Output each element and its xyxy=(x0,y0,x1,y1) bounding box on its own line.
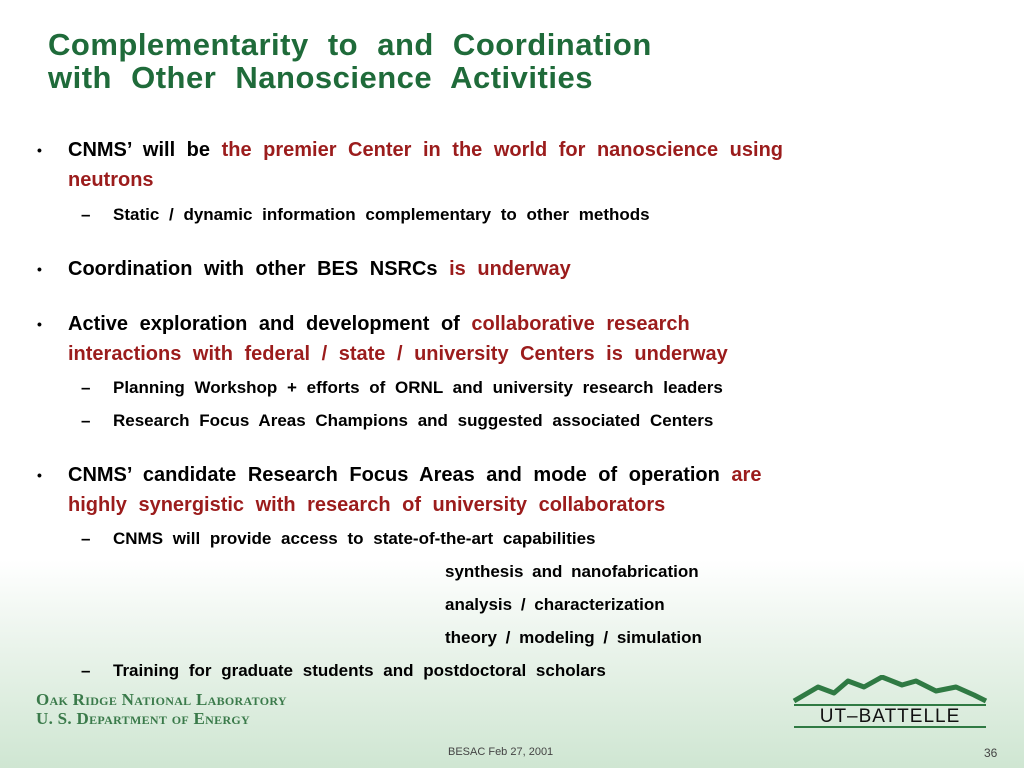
ut-battelle-logo xyxy=(790,675,990,730)
dash-icon: – xyxy=(81,205,91,224)
dash-icon: – xyxy=(81,378,91,397)
bullet-item xyxy=(37,254,978,284)
page-number: 36 xyxy=(984,746,998,760)
bullet-item xyxy=(37,309,978,369)
capability-item: theory / modeling / simulation xyxy=(445,628,702,647)
sub-bullet-item xyxy=(81,377,973,399)
title-line-2: with Other Nanoscience Activities xyxy=(48,60,593,95)
title-line-1: Complementarity to and Coordination xyxy=(48,27,652,62)
bullet-text: Coordination with other BES NSRCs xyxy=(68,258,450,280)
bullet-highlight: are xyxy=(731,464,762,486)
org-name xyxy=(36,690,287,728)
bullet-highlight-cont: highly synergistic with research of university collaborators xyxy=(68,494,666,516)
slide-title xyxy=(48,28,652,94)
bullet-item xyxy=(37,135,978,195)
bullet-highlight: collaborative research xyxy=(471,313,690,335)
sub-bullet-text: CNMS will provide access to state-of-the-art capabilities xyxy=(113,529,596,548)
sub-bullet-text: Research Focus Areas Champions and suggested associated Centers xyxy=(113,411,714,430)
bullet-text: Active exploration and development of xyxy=(68,313,472,335)
org-line-1: Oak Ridge National Laboratory xyxy=(36,690,287,709)
bullet-icon: • xyxy=(37,316,42,332)
org-line-2: U. S. Department of Energy xyxy=(36,709,251,728)
bullet-text: CNMS’ candidate Research Focus Areas and mode of operation xyxy=(68,464,732,486)
bullet-highlight: is underway xyxy=(449,258,571,280)
sub-bullet-item xyxy=(81,204,973,226)
bullet-highlight-cont: interactions with federal / state / university Centers is underway xyxy=(68,343,728,365)
logo-mountains xyxy=(794,677,986,701)
sub-bullet-text: Planning Workshop + efforts of ORNL and university research leaders xyxy=(113,378,723,397)
logo-text: UT–BATTELLE xyxy=(819,706,961,727)
dash-icon: – xyxy=(81,411,91,430)
bullet-highlight-cont: neutrons xyxy=(68,169,154,191)
dash-icon: – xyxy=(81,529,91,548)
sub-bullet-item xyxy=(81,410,973,432)
bullet-item xyxy=(37,460,978,520)
bullet-text: CNMS’ will be xyxy=(68,139,222,161)
sub-bullet-text: Training for graduate students and postdoctoral scholars xyxy=(113,661,606,680)
sub-bullet-text: Static / dynamic information complementary to other methods xyxy=(113,205,650,224)
dash-icon: – xyxy=(81,661,91,680)
event-label: BESAC Feb 27, 2001 xyxy=(448,746,554,758)
sub-bullet-item xyxy=(81,528,973,550)
capability-item: synthesis and nanofabrication xyxy=(445,562,699,581)
bullet-highlight: the premier Center in the world for nanoscience using xyxy=(221,139,784,161)
capability-item: analysis / characterization xyxy=(445,595,665,614)
bullet-icon: • xyxy=(37,261,42,277)
bullet-icon: • xyxy=(37,467,42,483)
bullet-icon: • xyxy=(37,142,42,158)
